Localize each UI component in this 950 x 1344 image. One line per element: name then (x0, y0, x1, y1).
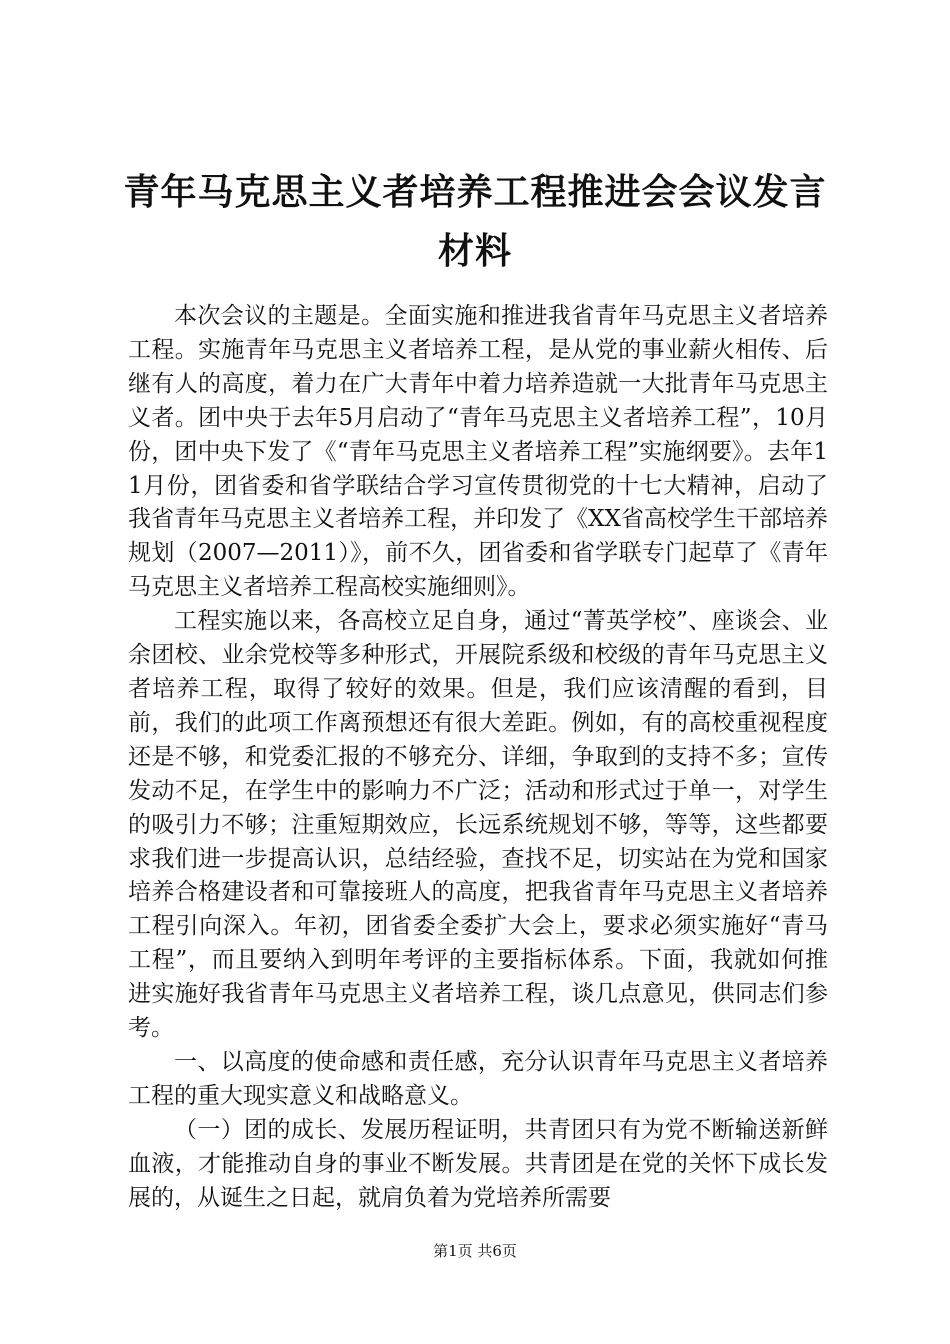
page-footer: 第1页 共6页 (433, 1242, 517, 1260)
document-body (128, 300, 828, 1215)
paragraph-3: 一、以高度的使命感和责任感，充分认识青年马克思主义者培养工程的重大现实意义和战略意义。 (128, 1048, 828, 1109)
paragraph-4: （一）团的成长、发展历程证明，共青团只有为党不断输送新鲜血液，才能推动自身的事业不断发展。共青团是在党的关怀下成长发展的，从诞生之日起，就肩负着为党培养所需要 (128, 1116, 828, 1211)
paragraph-2: 工程实施以来，各高校立足自身，通过“菁英学校”、座谈会、业余团校、业余党校等多种形式，开展院系级和校级的青年马克思主义者培养工程，取得了较好的效果。但是，我们应该清醒的看到，目前，我们的此项工作离预想还有很大差距。例如，有的高校重视程度还是不够，和党委汇报的不够充分、详细，争取到的支持不多；宣传发动不足，在学生中的影响力不广泛；活动和形式过于单一，对学生的吸引力不够；注重短期效应，长远系统规划不够，等等，这些都要求我们进一步提高认识，总结经验，查找不足，切实站在为党和国家培养合格建设者和可靠接班人的高度，把我省青年马克思主义者培养工程引向深入。年初，团省委全委扩大会上，要求必须实施好“青马工程”，而且要纳入到明年考评的主要指标体系。下面，我就如何推进实施好我省青年马克思主义者培养工程，谈几点意见，供同志们参考。 (128, 608, 828, 1042)
paragraph-1: 本次会议的主题是。全面实施和推进我省青年马克思主义者培养工程。实施青年马克思主义者培养工程，是从党的事业薪火相传、后继有人的高度，着力在广大青年中着力培养造就一大批青年马克思主义者。团中央于去年5月启动了“青年马克思主义者培养工程”，10月份，团中央下发了《“青年马克思主义者培养工程”实施纲要》。去年11月份，团省委和省学联结合学习宣传贯彻党的十七大精神，启动了我省青年马克思主义者培养工程，并印发了《XX省高校学生干部培养规划（2007—2011）》，前不久，团省委和省学联专门起草了《青年马克思主义者培养工程高校实施细则》。 (128, 303, 828, 601)
document-title: 青年马克思主义者培养工程推进会会议发言材料 (123, 171, 827, 272)
